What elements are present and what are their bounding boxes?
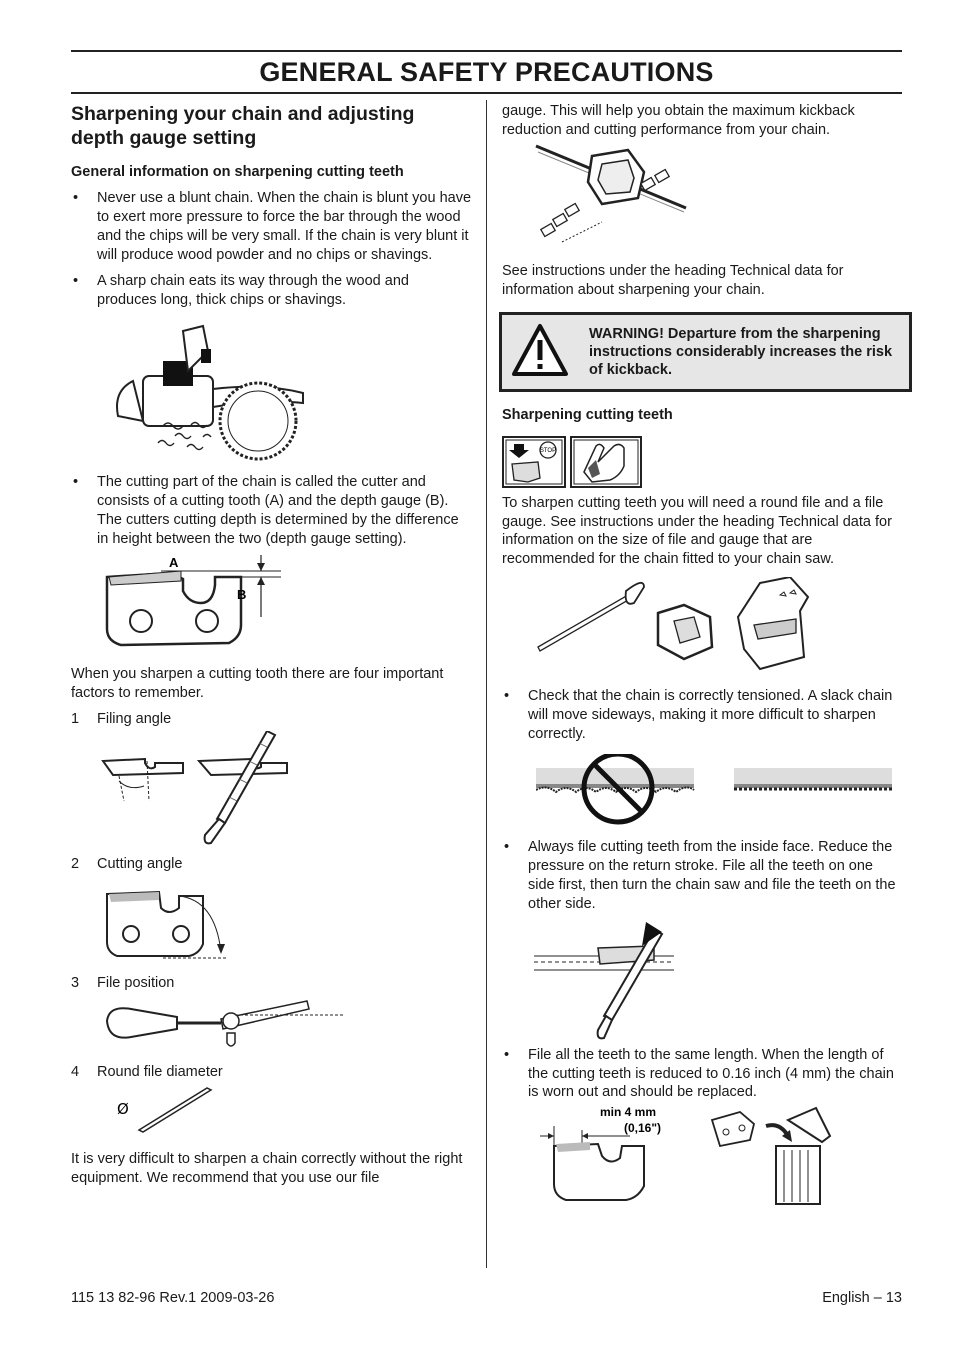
label-a: A xyxy=(169,555,179,571)
bullet-item: • Always file cutting teeth from the inside face. Reduce the pressure on the return stroke. File all the teeth on one side first, then turn the chain saw and file the teeth on the other side. xyxy=(504,838,896,912)
warning-triangle-icon xyxy=(510,322,570,378)
subheading-general-info: General information on sharpening cutting teeth xyxy=(71,164,404,180)
round-file-diameter-illustration xyxy=(115,1084,275,1136)
safety-icon-row xyxy=(502,436,902,488)
sharpening-tools-illustration xyxy=(534,577,834,677)
factor-item: 1 Filing angle xyxy=(71,710,172,727)
document-id: 115 13 82-96 Rev.1 2009-03-26 xyxy=(71,1290,275,1306)
see-instructions-text: See instructions under the heading Technical data for information about sharpening your chain. xyxy=(502,262,844,298)
factor-item: 4 Round file diameter xyxy=(71,1063,223,1080)
page-title: GENERAL SAFETY PRECAUTIONS xyxy=(259,57,714,87)
factor-item: 2 Cutting angle xyxy=(71,855,183,872)
cutter-depth-gauge-diagram xyxy=(101,555,321,659)
column-divider xyxy=(486,100,487,1268)
chainsaw-cutting-illustration xyxy=(103,321,343,467)
warning-text: WARNING! Departure from the sharpening instructions considerably increases the risk of kickback. xyxy=(589,325,893,378)
bullet-list xyxy=(502,838,902,914)
section-heading: Sharpening your chain and adjusting depth gauge setting xyxy=(71,103,415,149)
bullet-item: • A sharp chain eats its way through the wood and produces long, thick chips or shavings. xyxy=(73,272,409,308)
subheading-sharpening-teeth: Sharpening cutting teeth xyxy=(502,406,673,423)
bullet-list xyxy=(71,189,471,309)
protective-gloves-icon xyxy=(570,436,642,488)
continued-text: gauge. This will help you obtain the maximum kickback reduction and cutting performance from your chain. xyxy=(502,103,855,138)
warning-box xyxy=(499,312,912,392)
factor-item: 3 File position xyxy=(71,974,175,991)
stop-engine-icon xyxy=(502,436,566,488)
bullet-list xyxy=(71,473,471,549)
file-position-illustration xyxy=(101,999,361,1055)
bullet-item: • File all the teeth to the same length. When the length of the cutting teeth is reduced to 0.16 inch (4 mm) the chain is worn out and should be replaced. xyxy=(504,1046,894,1101)
bullet-item: • Never use a blunt chain. When the chain is blunt you have to exert more pressure to force the bar through the wood and the chips will be very small. If the chain is very blunt it will produce wood powder and no chips or shavings. xyxy=(73,190,472,263)
page-number: English – 13 xyxy=(822,1290,902,1306)
file-gauge-on-chain-illustration xyxy=(532,142,692,260)
left-column xyxy=(71,102,471,1188)
cutting-angle-illustration xyxy=(103,884,243,968)
diameter-symbol: Ø xyxy=(117,1099,129,1118)
bullet-item: • The cutting part of the chain is called the cutter and consists of a cutting tooth (A) and the depth gauge (B). The cutters cutting depth is determined by the difference in height between the two (depth gauge setting). xyxy=(73,474,459,548)
min-length-inch-label: (0,16") xyxy=(624,1121,662,1136)
page-title-bar xyxy=(71,50,902,94)
factors-intro: When you sharpen a cutting tooth there are four important factors to remember. xyxy=(71,666,444,701)
bullet-item: • Check that the chain is correctly tensioned. A slack chain will move sideways, making it more difficult to sharpen correctly. xyxy=(504,688,893,743)
stop-label: STOP xyxy=(539,447,557,454)
bullet-list xyxy=(502,687,902,744)
chain-tension-illustration xyxy=(536,754,896,828)
filing-angle-illustration xyxy=(99,731,339,847)
right-column xyxy=(502,102,902,1206)
closing-text: It is very difficult to sharpen a chain correctly without the right equipment. We recommend that you use our file xyxy=(71,1150,463,1186)
bullet-list xyxy=(502,1046,902,1103)
file-inside-face-illustration xyxy=(534,920,694,1042)
intro-text: To sharpen cutting teeth you will need a round file and a file gauge. See instructions under the heading Technical data for information on the size of file and gauge that are recommended for the chain fitted to your chain saw. xyxy=(502,494,892,568)
tooth-length-illustration xyxy=(540,1106,880,1206)
label-b: B xyxy=(237,587,247,603)
min-length-label: min 4 mm xyxy=(600,1106,657,1120)
